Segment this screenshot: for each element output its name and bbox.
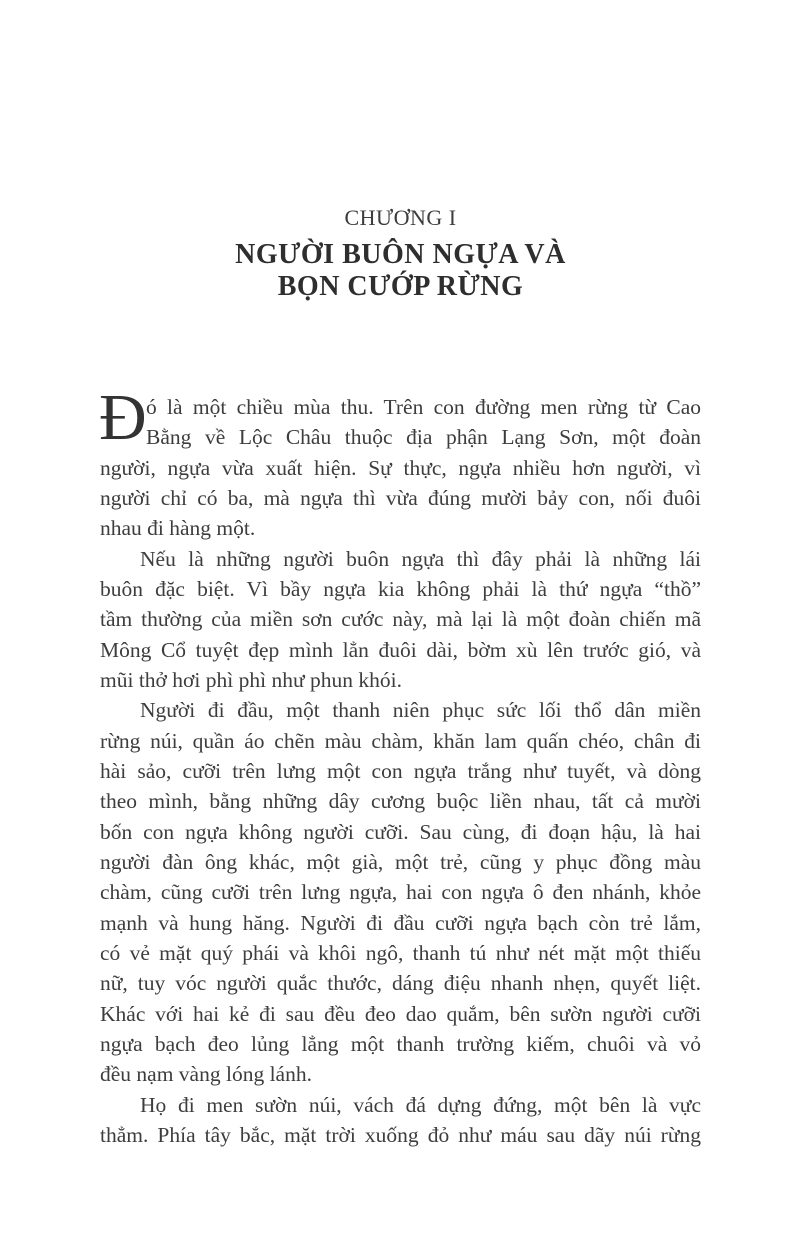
text-line: bốn con ngựa không người cưỡi. Sau cùng, đi đoạn hậu, là hai [100, 819, 701, 844]
text-line: người, ngựa vừa xuất hiện. Sự thực, ngựa nhiều hơn người, vì [100, 455, 701, 480]
paragraph-1 [99, 381, 701, 544]
text-line: mạnh và hung hăng. Người đi đầu cưỡi ngựa bạch còn trẻ lắm, [100, 910, 701, 935]
text-line: Khác với hai kẻ đi sau đều đeo dao quắm, bên sườn người cưỡi [100, 1001, 701, 1026]
text-line: đều nạm vàng lóng lánh. [100, 1062, 312, 1087]
text-line: thẳm. Phía tây bắc, mặt trời xuống đỏ như máu sau dãy núi rừng [100, 1122, 701, 1147]
text-line: mũi thở hơi phì phì như phun khói. [100, 667, 402, 692]
text-line: người đàn ông khác, một già, một trẻ, cũng y phục đồng màu [100, 849, 701, 874]
text-line: theo mình, bằng những dây cương buộc liền nhau, tất cả mười [100, 789, 701, 814]
chapter-title-line-1: NGƯỜI BUÔN NGỰA VÀ [235, 239, 566, 270]
drop-cap: Đ [99, 381, 147, 454]
text-line: ó là một chiều mùa thu. Trên con đường men rừng từ Cao [146, 395, 701, 419]
text-line: Bằng về Lộc Châu thuộc địa phận Lạng Sơn, một đoàn [146, 425, 701, 450]
text-line: nhau đi hàng một. [100, 516, 256, 541]
text-line: rừng núi, quần áo chẽn màu chàm, khăn lam quấn chéo, chân đi [100, 728, 701, 753]
paragraph-2 [100, 544, 701, 696]
chapter-title-line-2: BỌN CƯỚP RỪNG [277, 271, 524, 302]
text-line: người chỉ có ba, mà ngựa thì vừa đúng mười bảy con, nối đuôi [100, 485, 701, 510]
paragraph-3 [100, 695, 701, 1089]
text-line: Họ đi men sườn núi, vách đá dựng đứng, một bên là vực [140, 1092, 701, 1117]
text-line: nữ, tuy vóc người quắc thước, dáng điệu nhanh nhẹn, quyết liệt. [100, 971, 701, 996]
text-line: Mông Cổ tuyệt đẹp mình lẳn đuôi dài, bờm xù lên trước gió, và [100, 637, 701, 662]
text-line: tầm thường của miền sơn cước này, mà lại là một đoàn chiến mã [100, 607, 701, 632]
text-line: chàm, cũng cưỡi trên lưng ngựa, hai con ngựa ô đen nhánh, khỏe [100, 880, 701, 905]
text-line: có vẻ mặt quý phái và khôi ngô, thanh tú như nét mặt một thiếu [100, 940, 701, 965]
text-line: Nếu là những người buôn ngựa thì đây phải là những lái [140, 546, 701, 571]
paragraph-4 [100, 1090, 701, 1151]
chapter-label: CHƯƠNG I [344, 205, 457, 230]
text-line: ngựa bạch đeo lủng lẳng một thanh trường kiếm, chuôi và vỏ [100, 1031, 701, 1056]
text-line: hài sảo, cưỡi trên lưng một con ngựa trắng như tuyết, và dòng [100, 758, 701, 783]
chapter-title [0, 239, 801, 303]
body-text [99, 381, 701, 1150]
text-line: buôn đặc biệt. Vì bầy ngựa kia không phải là thứ ngựa “thồ” [100, 576, 701, 601]
text-line: Người đi đầu, một thanh niên phục sức lối thổ dân miền [140, 698, 701, 723]
